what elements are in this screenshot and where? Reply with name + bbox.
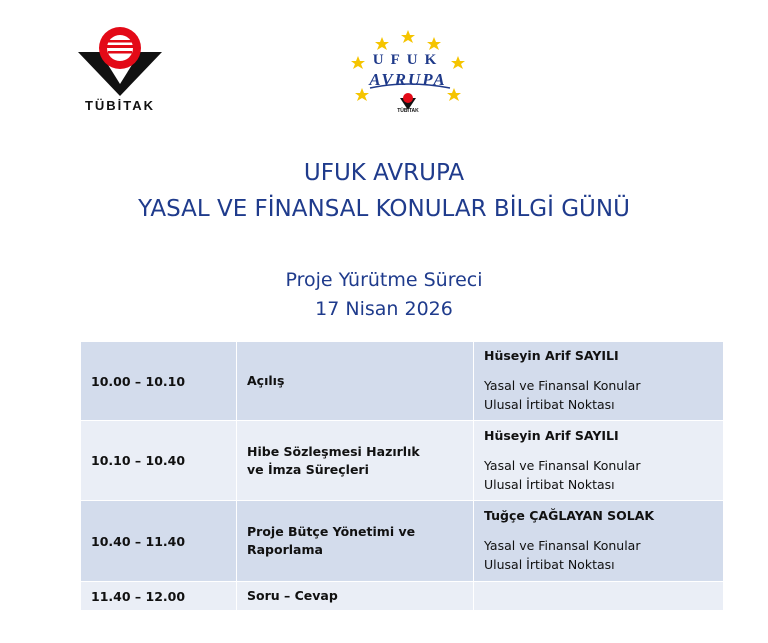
page-title-line-2: YASAL VE FİNANSAL KONULAR BİLGİ GÜNÜ (138, 196, 630, 222)
tubitak-logo-text: TÜBİTAK (84, 98, 156, 113)
speaker-cell (474, 421, 724, 501)
session-title-line-2: Raporlama (247, 542, 323, 557)
table-row (81, 342, 724, 421)
tubitak-logo (70, 24, 170, 119)
session-cell (237, 501, 474, 582)
speaker-role-line-1: Yasal ve Finansal Konular (484, 378, 641, 393)
session-title-line-2: ve İmza Süreçleri (247, 461, 369, 477)
speaker-role-line-1: Yasal ve Finansal Konular (484, 457, 641, 473)
session-cell (237, 421, 474, 501)
speaker-role-line-2: Ulusal İrtibat Noktası (484, 557, 615, 572)
time-cell: 10.00 – 10.10 (81, 342, 237, 421)
speaker-name: Hüseyin Arif SAYILI (484, 348, 619, 363)
speaker-role-line-1: Yasal ve Finansal Konular (484, 538, 641, 553)
speaker-cell (474, 501, 724, 582)
speaker-cell (474, 582, 724, 611)
speaker-role-line-2: Ulusal İrtibat Noktası (484, 476, 615, 492)
table-row (81, 501, 724, 582)
avrupa-logo-text: AVRUPA (369, 70, 447, 89)
session-title-line-1: Hibe Sözleşmesi Hazırlık (247, 443, 420, 459)
speaker-role-line-2: Ulusal İrtibat Noktası (484, 397, 615, 412)
session-cell (237, 582, 474, 611)
session-cell (237, 342, 474, 421)
tubitak-emblem-icon (70, 24, 170, 96)
event-date: 17 Nisan 2026 (315, 298, 453, 320)
ufuk-logo-text: UFUK (372, 52, 444, 68)
ufuk-logo-small-text: TÜBİTAK (397, 108, 419, 114)
speaker-cell (474, 342, 724, 421)
time-cell: 11.40 – 12.00 (81, 582, 237, 611)
table-row (81, 582, 724, 611)
time-cell: 10.10 – 10.40 (81, 421, 237, 501)
session-title-line-1: Proje Bütçe Yönetimi ve (247, 524, 416, 539)
page-subtitle: Proje Yürütme Süreci (285, 269, 483, 291)
session-title: Soru – Cevap (247, 588, 338, 603)
time-cell: 10.40 – 11.40 (81, 501, 237, 582)
session-title: Açılış (247, 373, 285, 388)
agenda-table (80, 341, 724, 611)
speaker-name: Tuğçe ÇAĞLAYAN SOLAK (484, 508, 655, 523)
speaker-name: Hüseyin Arif SAYILI (484, 427, 619, 443)
table-row (81, 421, 724, 501)
ufuk-avrupa-logo (338, 28, 478, 120)
page-title-line-1: UFUK AVRUPA (303, 160, 465, 186)
